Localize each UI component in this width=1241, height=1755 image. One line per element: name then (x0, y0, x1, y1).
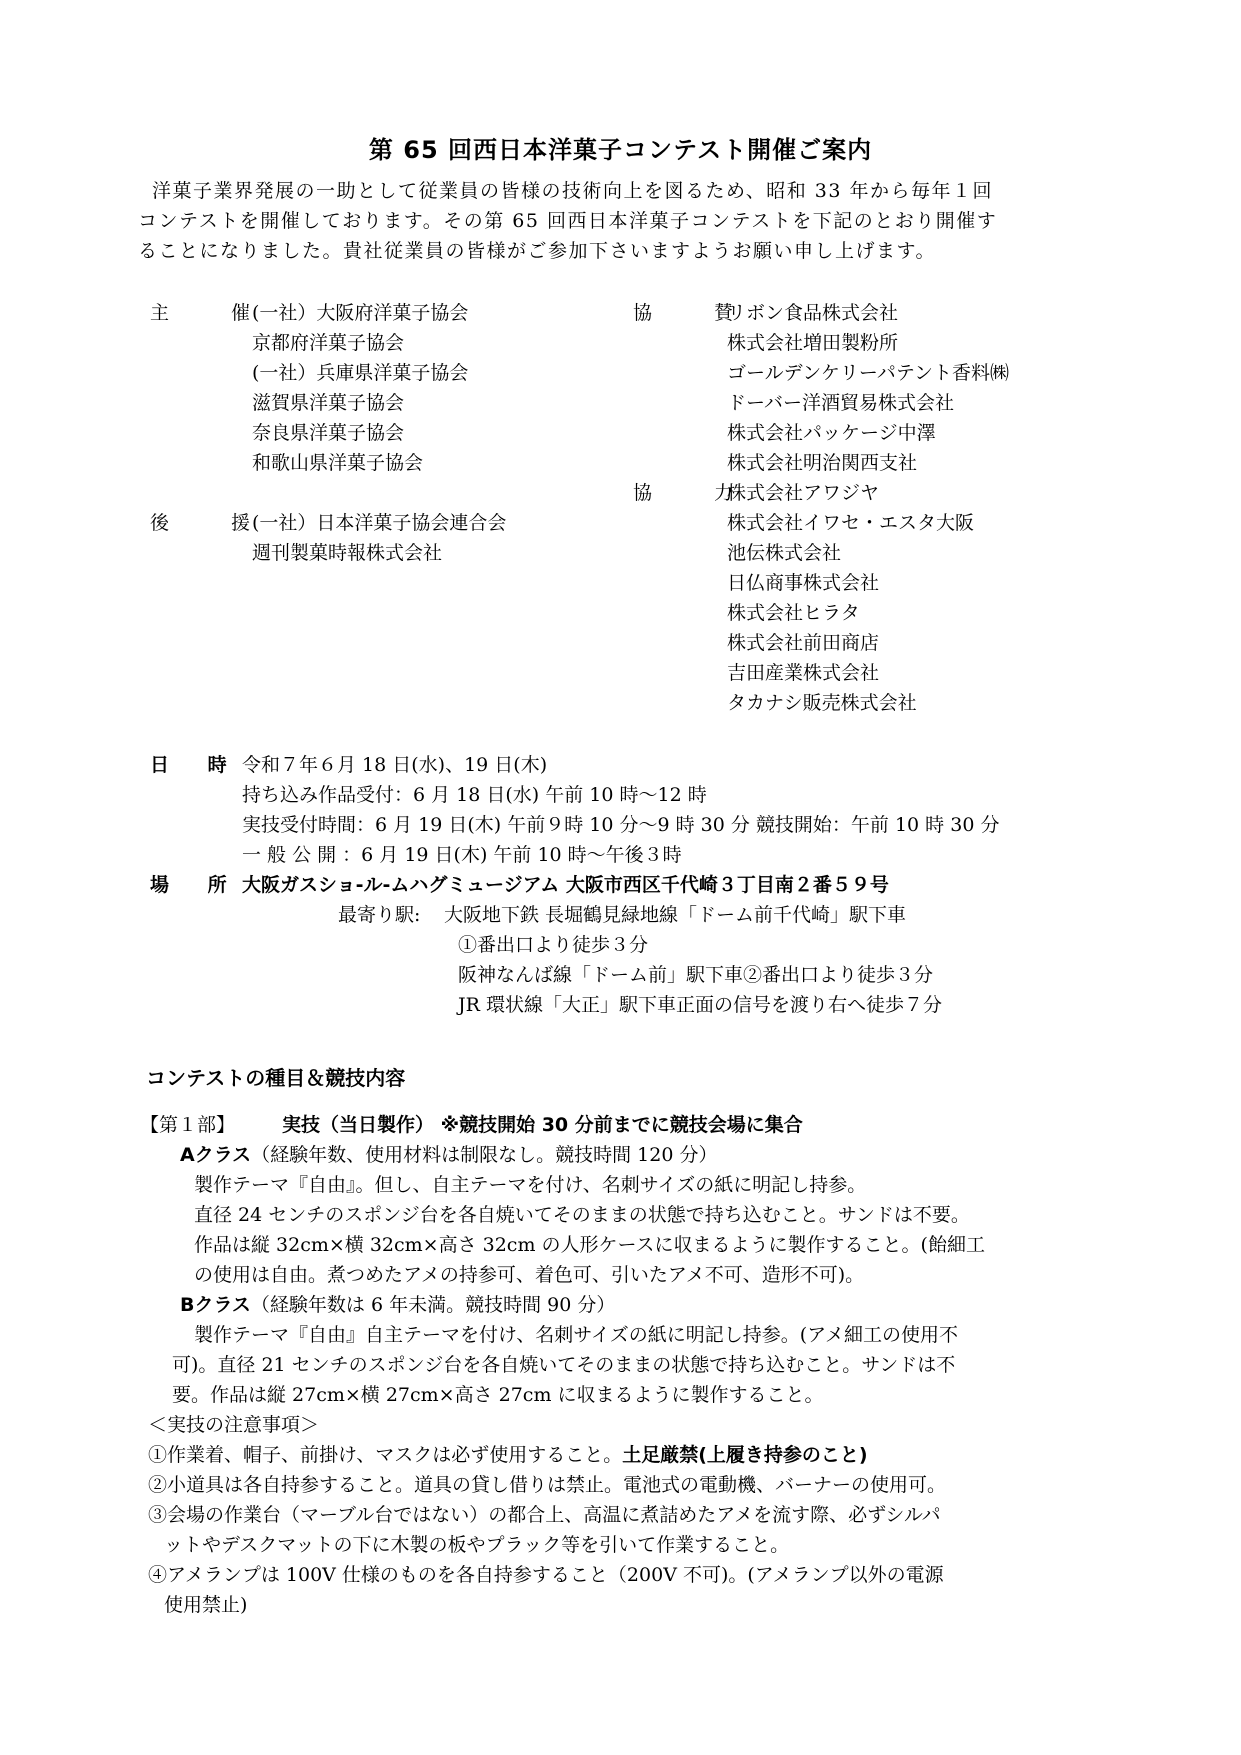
schedule-line: 令和７年６月 18 日(水)、19 日(木) (242, 754, 548, 776)
note-2: ②小道具は各自持参すること。道具の貸し借りは禁止。電池式の電動機、バーナーの使用可。 (148, 1474, 947, 1496)
list-item: 日仏商事株式会社 (727, 572, 880, 594)
station-list (444, 900, 942, 1020)
b-class-header (180, 1290, 615, 1320)
intro-line: 洋菓子業界発展の一助として従業員の皆様の技術向上を図るため、昭和 33 年から毎年１回 (152, 180, 993, 202)
text-line: ③会場の作業台（マーブル台ではない）の都合上、高温に煮詰めたアメを流す際、必ずシルパ (148, 1504, 941, 1526)
kyouryoku-list (727, 478, 974, 718)
list-item: 滋賀県洋菓子協会 (252, 392, 405, 414)
basho-label: 場 所 (150, 874, 243, 896)
list-item: 株式会社ヒラタ (727, 602, 860, 624)
schedule-line: 一 般 公 開 ：6 月 19 日(木) 午前 10 時～午後３時 (242, 844, 682, 866)
notes-heading: ＜実技の注意事項＞ (148, 1414, 320, 1436)
list-item: 和歌山県洋菓子協会 (252, 452, 424, 474)
intro-paragraph (138, 176, 1142, 266)
note-1-emphasis: 土足厳禁(上履き持参のこと) (622, 1444, 868, 1466)
station-label: 最寄り駅: (338, 904, 421, 926)
nichiji-list (242, 750, 999, 870)
list-item: タカナシ販売株式会社 (727, 692, 917, 714)
b-class-note: （経験年数は 6 年未満。競技時間 90 分） (250, 1294, 616, 1316)
koen-list (252, 508, 506, 568)
text-line: 製作テーマ『自由』自主テーマを付け、名刺サイズの紙に明記し持参。(アメ細工の使用不 (194, 1324, 958, 1346)
list-item: (一社）日本洋菓子協会連合会 (252, 512, 507, 534)
note-3 (148, 1500, 941, 1560)
kyouryoku-label: 協 力 (633, 482, 762, 504)
list-item: (一社）兵庫県洋菓子協会 (252, 362, 469, 384)
list-item: 株式会社増田製粉所 (727, 332, 899, 354)
station-line: 阪神なんば線「ドーム前」駅下車②番出口より徒歩３分 (458, 964, 934, 986)
list-item: 週刊製菓時報株式会社 (252, 542, 443, 564)
a-class-note: （経験年数、使用材料は制限なし。競技時間 120 分） (251, 1144, 718, 1166)
part1-title: 実技（当日製作） ※競技開始 30 分前までに競技会場に集合 (282, 1114, 803, 1136)
intro-line: コンテストを開催しております。その第 65 回西日本洋菓子コンテストを下記のとおり開催す (138, 210, 998, 232)
list-item: 株式会社パッケージ中澤 (727, 422, 936, 444)
b-class-label: Bクラス (180, 1294, 251, 1316)
text-line: 直径 24 センチのスポンジ台を各自焼いてそのままの状態で持ち込むこと。サンドは不要。 (194, 1204, 970, 1226)
koen-label: 後 援 (150, 512, 279, 534)
shusai-list (252, 298, 468, 478)
note-4 (148, 1560, 944, 1620)
list-item: 株式会社前田商店 (727, 632, 880, 654)
nichiji-label: 日 時 (150, 754, 243, 776)
list-item: ゴールデンケリーパテント香料㈱ (727, 362, 1009, 384)
list-item: 吉田産業株式会社 (727, 662, 880, 684)
list-item: リボン食品株式会社 (727, 302, 899, 324)
note-1 (148, 1440, 868, 1470)
part1-label: 【第１部】 (140, 1114, 236, 1136)
text-line: 要。作品は縦 27cm×横 27cm×高さ 27cm に収まるように製作すること。 (172, 1384, 824, 1406)
station-line: 大阪地下鉄 長堀鶴見緑地線「ドーム前千代崎」駅下車 (444, 904, 907, 926)
contest-heading: コンテストの種目＆競技内容 (146, 1066, 406, 1090)
text-line: ットやデスクマットの下に木製の板やプラック等を引いて作業すること。 (164, 1534, 790, 1556)
list-item: 奈良県洋菓子協会 (252, 422, 405, 444)
text-line: ④アメランプは 100V 仕様のものを各自持参すること（200V 不可)。(アメランプ以外の電源 (148, 1564, 944, 1586)
list-item: 株式会社明治関西支社 (727, 452, 918, 474)
list-item: ドーバー洋酒貿易株式会社 (727, 392, 955, 414)
schedule-line: 持ち込み作品受付：6 月 18 日(水) 午前 10 時～12 時 (242, 784, 707, 806)
venue: 大阪ガスショ-ル-ムハグミュージアム 大阪市西区千代崎３丁目南２番５９号 (242, 874, 889, 896)
schedule-line: 実技受付時間：6 月 19 日(木) 午前９時 10 分～9 時 30 分 競技開始：午前 10 時 30 分 (242, 814, 1000, 836)
list-item: 京都府洋菓子協会 (252, 332, 405, 354)
page-title: 第 65 回西日本洋菓子コンテスト開催ご案内 (368, 136, 873, 164)
text-line: 可)。直径 21 センチのスポンジ台を各自焼いてそのままの状態で持ち込むこと。サンドは不 (172, 1354, 956, 1376)
intro-line: ることになりました。貴社従業員の皆様がご参加下さいますようお願い申し上げます。 (138, 240, 936, 262)
list-item: 株式会社イワセ・エスタ大阪 (727, 512, 975, 534)
shusai-label: 主 催 (150, 302, 279, 324)
station-line: JR 環状線「大正」駅下車正面の信号を渡り右へ徒歩７分 (458, 994, 942, 1016)
a-class-label: Aクラス (180, 1144, 252, 1166)
station-line: ①番出口より徒歩３分 (458, 934, 649, 956)
list-item: 池伝株式会社 (727, 542, 842, 564)
note-1-text: ①作業着、帽子、前掛け、マスクは必ず使用すること。 (148, 1444, 623, 1466)
text-line: 作品は縦 32cm×横 32cm×高さ 32cm の人形ケースに収まるように製作すること。(飴細工 (194, 1234, 985, 1256)
text-line: 製作テーマ『自由』。但し、自主テーマを付け、名刺サイズの紙に明記し持参。 (194, 1174, 867, 1196)
list-item: 株式会社アワジヤ (727, 482, 880, 504)
list-item: (一社）大阪府洋菓子協会 (252, 302, 469, 324)
a-class-header (180, 1140, 718, 1170)
b-class-body (146, 1320, 958, 1410)
kyousan-list (727, 298, 1009, 478)
a-class-body (176, 1170, 985, 1290)
text-line: 使用禁止) (164, 1594, 248, 1616)
kyousan-label: 協 賛 (633, 302, 762, 324)
text-line: の使用は自由。煮つめたアメの持参可、着色可、引いたアメ不可、造形不可)。 (194, 1264, 865, 1286)
